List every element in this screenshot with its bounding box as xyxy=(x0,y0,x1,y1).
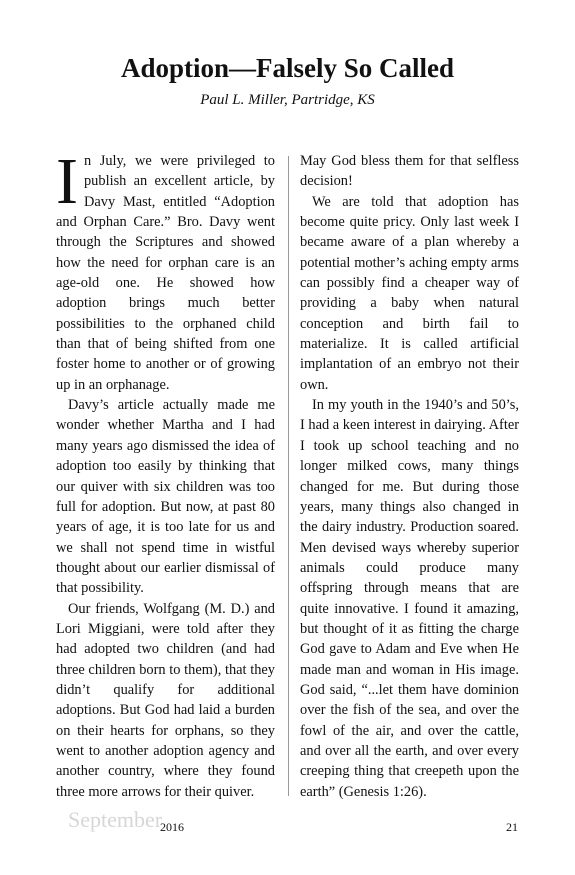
paragraph: Davy’s article actually made me wonder whether Martha and I had many years ago dismissed the idea of adoption too easily by thinking that our quiver with six children was too full for adoption. But now, at past 80 years of age, it is too late for us and we shall not spend time in wistful thought about our earlier dismissal of that possibility. xyxy=(56,397,275,597)
right-column xyxy=(300,151,519,802)
article-byline: Paul L. Miller, Partridge, KS xyxy=(200,92,375,108)
article-title: Adoption—Falsely So Called xyxy=(120,53,455,83)
paragraph-text: n July, we were privileged to publish an excellent article, by Davy Mast, entitled “Adoption and Orphan Care.” Bro. Davy went through the Scriptures and showed how the need for orphan care is an age-old one. He showed how adoption brings much better possibilities to the orphaned child than that of being shifted from one foster home to another or of growing up in an orphanage. xyxy=(56,153,275,393)
paragraph: May God bless them for that selfless decision! xyxy=(300,153,519,190)
footer-month: September xyxy=(68,807,163,832)
paragraph: In my youth in the 1940’s and 50’s, I had a keen interest in dairying. After I took up school teaching and no longer milked cows, many things changed for me. But during those years, many things also changed in the dairy industry. Production soared. Men devised ways whereby superior animals could produce many offspring through means that are quite innovative. I found it amazing, but thought of it as fitting the charge God gave to Adam and Eve when He made man and woman in His image. God said, “...let them have dominion over the fish of the sea, and over the fowl of the air, and over the cattle, and over all the earth, and over every creeping thing that creepeth upon the earth” (Genesis 1:26). xyxy=(300,397,519,800)
left-column xyxy=(56,145,275,802)
drop-cap: I xyxy=(56,145,78,218)
paragraph xyxy=(56,145,275,395)
page-number: 21 xyxy=(506,820,518,834)
column-divider xyxy=(288,156,289,796)
footer-year: 2016 xyxy=(160,820,184,834)
paragraph: Our friends, Wolfgang (M. D.) and Lori Miggiani, were told after they had adopted two children (and had three children born to them), that they didn’t qualify for additional adoptions. But God had laid a burden on their hearts for orphans, so they went to another adoption agency and another country, where they found three more arrows for their quiver. xyxy=(56,600,275,800)
paragraph: We are told that adoption has become quite pricy. Only last week I became aware of a plan whereby a potential mother’s aching empty arms can possibly find a cheaper way of providing a baby when natural conception and birth fail to materialize. It is called artificial implantation of an embryo not their own. xyxy=(300,193,519,393)
